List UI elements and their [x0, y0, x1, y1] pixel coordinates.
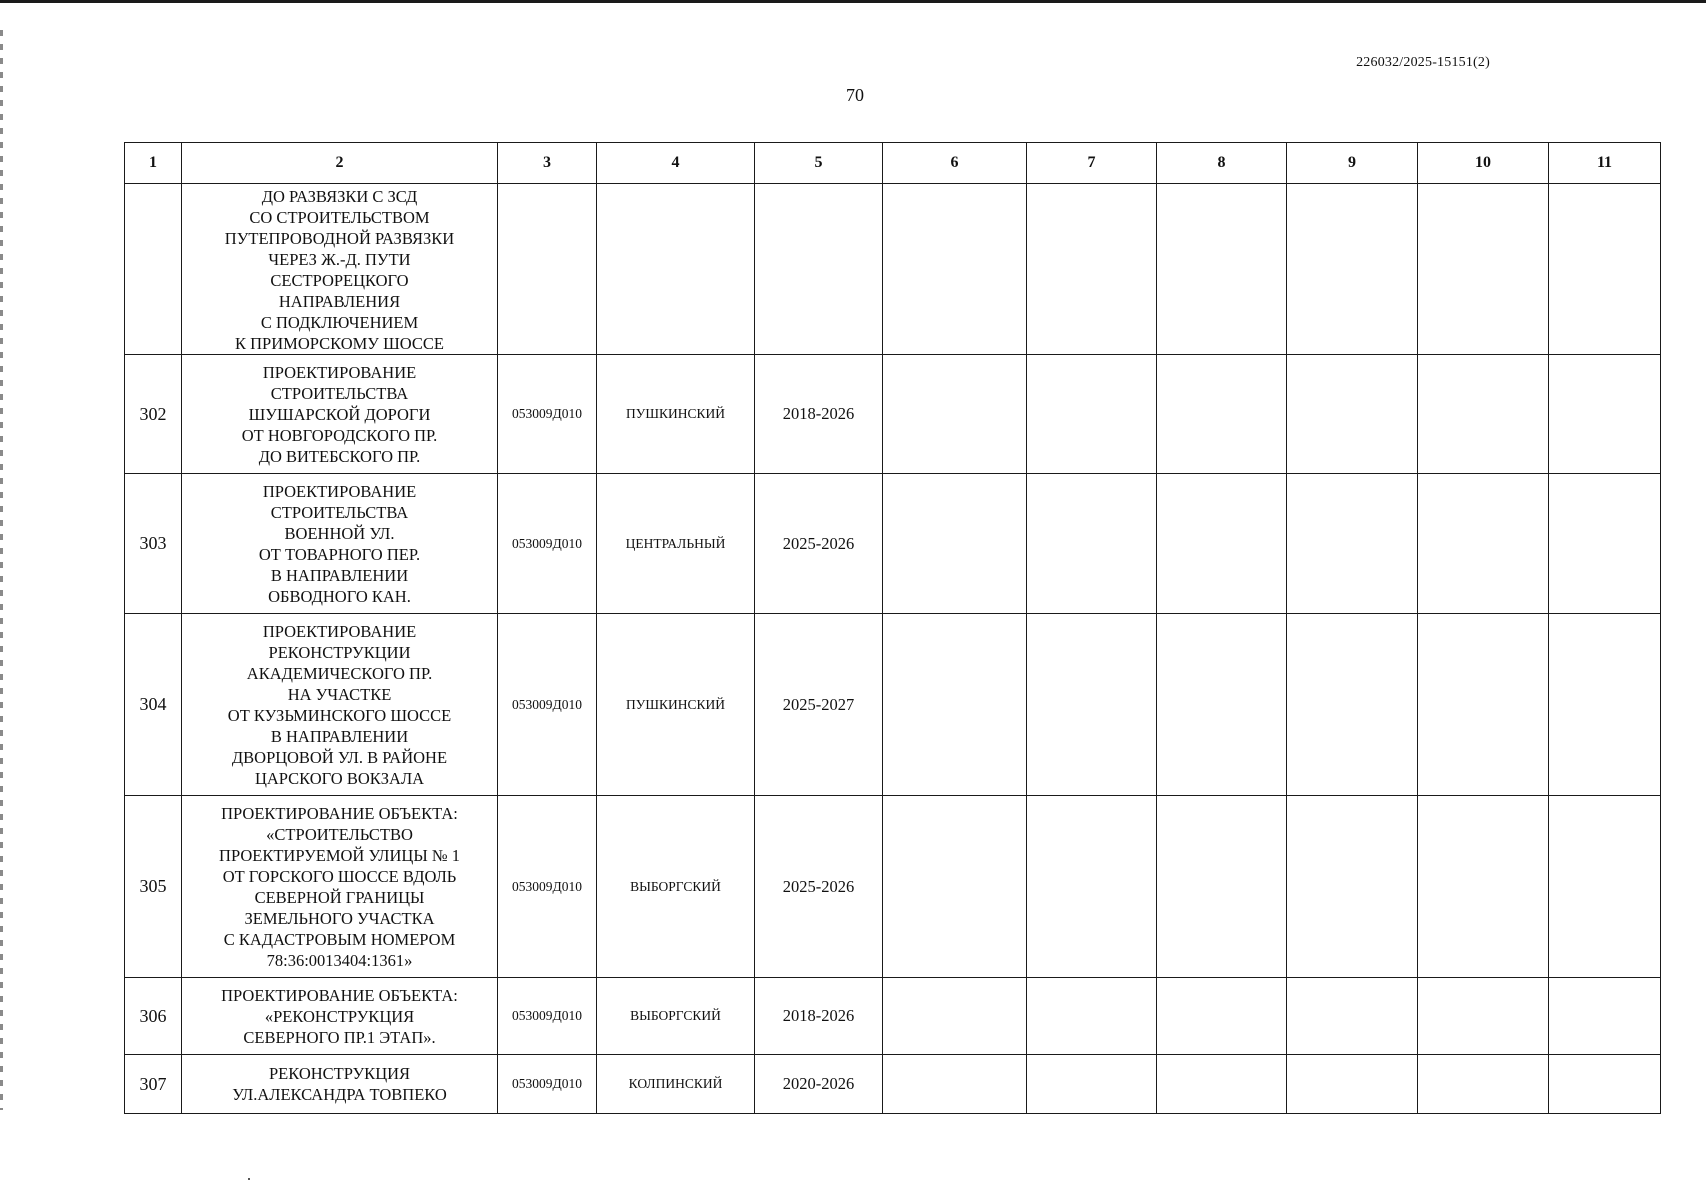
row-number-cell: 302 [125, 355, 182, 474]
empty-cell [1418, 355, 1549, 474]
empty-cell [1157, 978, 1287, 1055]
object-name-cell: РЕКОНСТРУКЦИЯ УЛ.АЛЕКСАНДРА ТОВПЕКО [182, 1055, 498, 1114]
empty-cell [883, 796, 1027, 978]
empty-cell [1027, 796, 1157, 978]
empty-cell [1418, 796, 1549, 978]
empty-cell [1287, 184, 1418, 355]
empty-cell [1027, 355, 1157, 474]
budget-code-cell: 053009Д010 [498, 978, 597, 1055]
period-cell: 2018-2026 [755, 355, 883, 474]
document-id: 226032/2025-15151(2) [1356, 55, 1490, 70]
table-row [125, 474, 1661, 614]
empty-cell [1418, 1055, 1549, 1114]
budget-code-cell: 053009Д010 [498, 614, 597, 796]
empty-cell [883, 355, 1027, 474]
empty-cell [1549, 355, 1661, 474]
column-header-1: 1 [125, 143, 182, 184]
object-name-cell: ПРОЕКТИРОВАНИЕ РЕКОНСТРУКЦИИ АКАДЕМИЧЕСКОГО ПР. НА УЧАСТКЕ ОТ КУЗЬМИНСКОГО ШОССЕ В НАПРАВЛЕНИИ ДВОРЦОВОЙ УЛ. В РАЙОНЕ ЦАРСКОГО ВОКЗАЛА [182, 614, 498, 796]
empty-cell [1157, 614, 1287, 796]
column-header-10: 10 [1418, 143, 1549, 184]
empty-cell [1027, 614, 1157, 796]
object-name-cell: ПРОЕКТИРОВАНИЕ СТРОИТЕЛЬСТВА ШУШАРСКОЙ ДОРОГИ ОТ НОВГОРОДСКОГО ПР. ДО ВИТЕБСКОГО ПР. [182, 355, 498, 474]
empty-cell [883, 1055, 1027, 1114]
table-row [125, 978, 1661, 1055]
column-header-9: 9 [1287, 143, 1418, 184]
table-row [125, 614, 1661, 796]
empty-cell [1027, 978, 1157, 1055]
object-name-cell: ПРОЕКТИРОВАНИЕ ОБЪЕКТА: «СТРОИТЕЛЬСТВО ПРОЕКТИРУЕМОЙ УЛИЦЫ № 1 ОТ ГОРСКОГО ШОССЕ ВДОЛЬ СЕВЕРНОЙ ГРАНИЦЫ ЗЕМЕЛЬНОГО УЧАСТКА С КАДАСТРОВЫМ НОМЕРОМ 78:36:0013404:1361» [182, 796, 498, 978]
empty-cell [1287, 355, 1418, 474]
object-name-cell: ДО РАЗВЯЗКИ С ЗСД СО СТРОИТЕЛЬСТВОМ ПУТЕПРОВОДНОЙ РАЗВЯЗКИ ЧЕРЕЗ Ж.-Д. ПУТИ СЕСТРОРЕЦКОГО НАПРАВЛЕНИЯ С ПОДКЛЮЧЕНИЕМ К ПРИМОРСКОМУ ШОССЕ [182, 184, 498, 355]
column-header-7: 7 [1027, 143, 1157, 184]
empty-cell [1027, 474, 1157, 614]
column-header-2: 2 [182, 143, 498, 184]
scan-left-edge [0, 30, 3, 1110]
empty-cell [1027, 1055, 1157, 1114]
empty-cell [1549, 184, 1661, 355]
district-cell: ПУШКИНСКИЙ [597, 614, 755, 796]
district-cell: КОЛПИНСКИЙ [597, 1055, 755, 1114]
budget-code-cell: 053009Д010 [498, 1055, 597, 1114]
scan-top-border [0, 0, 1706, 3]
row-number-cell: 303 [125, 474, 182, 614]
empty-cell [1418, 474, 1549, 614]
empty-cell [1287, 796, 1418, 978]
table-header-row [125, 143, 1661, 184]
table-row-continuation [125, 184, 1661, 355]
empty-cell [1549, 978, 1661, 1055]
column-header-3: 3 [498, 143, 597, 184]
object-name-cell: ПРОЕКТИРОВАНИЕ ОБЪЕКТА: «РЕКОНСТРУКЦИЯ СЕВЕРНОГО ПР.1 ЭТАП». [182, 978, 498, 1055]
empty-cell [1549, 474, 1661, 614]
row-number-cell: 307 [125, 1055, 182, 1114]
district-cell: ПУШКИНСКИЙ [597, 355, 755, 474]
district-cell: ЦЕНТРАЛЬНЫЙ [597, 474, 755, 614]
budget-code-cell: 053009Д010 [498, 474, 597, 614]
empty-cell [883, 474, 1027, 614]
period-cell: 2025-2026 [755, 796, 883, 978]
column-header-11: 11 [1549, 143, 1661, 184]
empty-cell [1157, 355, 1287, 474]
table-row [125, 796, 1661, 978]
empty-cell [1287, 474, 1418, 614]
column-header-8: 8 [1157, 143, 1287, 184]
district-cell: ВЫБОРГСКИЙ [597, 796, 755, 978]
budget-code-cell: 053009Д010 [498, 796, 597, 978]
row-number-cell: 306 [125, 978, 182, 1055]
empty-cell [883, 614, 1027, 796]
empty-cell [1027, 184, 1157, 355]
empty-cell [1157, 474, 1287, 614]
empty-cell [1287, 978, 1418, 1055]
table-row [125, 355, 1661, 474]
period-cell: 2025-2027 [755, 614, 883, 796]
empty-cell [1549, 1055, 1661, 1114]
budget-code-cell [498, 184, 597, 355]
empty-cell [1287, 614, 1418, 796]
row-number-cell [125, 184, 182, 355]
empty-cell [883, 978, 1027, 1055]
construction-plan-table [124, 142, 1661, 1114]
empty-cell [1287, 1055, 1418, 1114]
empty-cell [1418, 184, 1549, 355]
empty-cell [1418, 978, 1549, 1055]
period-cell: 2025-2026 [755, 474, 883, 614]
empty-cell [1157, 796, 1287, 978]
empty-cell [1549, 796, 1661, 978]
empty-cell [1157, 184, 1287, 355]
page-number: 70 [846, 85, 864, 105]
period-cell: 2020-2026 [755, 1055, 883, 1114]
table-row [125, 1055, 1661, 1114]
budget-code-cell: 053009Д010 [498, 355, 597, 474]
scan-speck [248, 1178, 250, 1180]
row-number-cell: 304 [125, 614, 182, 796]
column-header-5: 5 [755, 143, 883, 184]
empty-cell [1157, 1055, 1287, 1114]
object-name-cell: ПРОЕКТИРОВАНИЕ СТРОИТЕЛЬСТВА ВОЕННОЙ УЛ. ОТ ТОВАРНОГО ПЕР. В НАПРАВЛЕНИИ ОБВОДНОГО КАН. [182, 474, 498, 614]
column-header-6: 6 [883, 143, 1027, 184]
row-number-cell: 305 [125, 796, 182, 978]
empty-cell [883, 184, 1027, 355]
empty-cell [1418, 614, 1549, 796]
column-header-4: 4 [597, 143, 755, 184]
period-cell: 2018-2026 [755, 978, 883, 1055]
district-cell [597, 184, 755, 355]
district-cell: ВЫБОРГСКИЙ [597, 978, 755, 1055]
period-cell [755, 184, 883, 355]
empty-cell [1549, 614, 1661, 796]
